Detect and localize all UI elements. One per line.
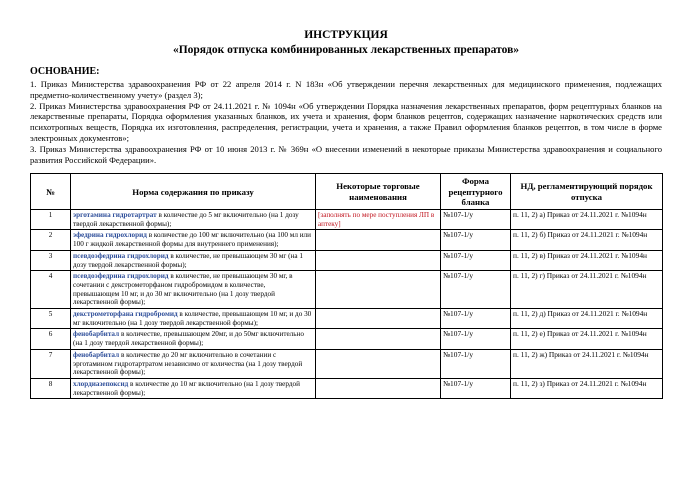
table-row [31,230,663,250]
drug-name: эрготамина гидротартрат [73,210,157,219]
trade-names-cell [316,271,441,309]
form-cell: №107-1/у [441,271,511,309]
norm-text: в количестве до 20 мг включительно в сочетании с эрготамином гидротартратом независимо от количества (на 1 дозу твердой лекарственной формы); [73,350,303,377]
row-number: 1 [31,209,71,229]
regulation-cell: п. 11, 2) з) Приказ от 24.11.2021 г. №1094н [511,378,663,398]
regulation-cell: п. 11, 2) г) Приказ от 24.11.2021 г. №1094н [511,271,663,309]
norm-cell [71,329,316,349]
trade-names-cell [316,230,441,250]
col-header-form: Форма рецептурного бланка [441,174,511,210]
basis-item: 2. Приказ Министерства здравоохранения РФ от 24.11.2021 г. № 1094н «Об утверждении Порядка назначения лекарственных препаратов, форм рецептурных бланков на лекарственные препараты, Порядка оформления указанных бланков, их учета и хранения, форм бланков рецептов, содержащих назначение наркотических средств или психотропных веществ, Порядка их изготовления, распределения, регистрации, учета и хранения, а также Правил оформления бланков рецептов, в том числе в форме электронных документов»; [30,100,662,143]
drug-name: декстрометорфана гидробромид [73,310,178,319]
trade-names-cell: [заполнять по мере поступления ЛП в аптеку] [316,209,441,229]
drug-name: псевдоэфедрина гидрохлорид [73,251,169,260]
table-row [31,309,663,329]
norm-cell [71,250,316,270]
document-subtitle: «Порядок отпуска комбинированных лекарственных препаратов» [172,44,520,56]
regulation-cell: п. 11, 2) в) Приказ от 24.11.2021 г. №1094н [511,250,663,270]
trade-names-cell [316,329,441,349]
trade-names-cell [316,349,441,378]
regulation-cell: п. 11, 2) д) Приказ от 24.11.2021 г. №1094н [511,309,663,329]
basis-item: 1. Приказ Министерства здравоохранения РФ от 22 апреля 2014 г. N 183н «Об утверждении перечня лекарственных для медицинского применения, подлежащих предметно-количественному учету» (раздел 3); [30,79,662,100]
drug-name: фенобарбитал [73,330,120,339]
norm-text: в количестве, превышающем 20мг, и до 50мг включительно (на 1 дозу твердой лекарственной формы); [73,330,304,348]
norm-cell [71,378,316,398]
drugs-table [30,173,663,399]
norm-cell [71,309,316,329]
drug-name: псевдоэфедрина гидрохлорид [73,272,169,281]
norm-text: в количестве до 5 мг включительно (на 1 дозу твердой лекарственной формы); [73,210,299,228]
row-number: 7 [31,349,71,378]
row-number: 4 [31,271,71,309]
norm-text: в количестве до 100 мг включительно (на 100 мл или 100 г жидкой лекарственной формы для внутреннего применения); [73,231,311,249]
regulation-cell: п. 11, 2) а) Приказ от 24.11.2021 г. №1094н [511,209,663,229]
regulation-cell: п. 11, 2) ж) Приказ от 24.11.2021 г. №1094н [511,349,663,378]
col-header-norm: Норма содержания по приказу [71,174,316,210]
trade-names-cell [316,250,441,270]
table-row [31,271,663,309]
norm-text: в количестве, превышающем 10 мг, и до 30 мг включительно (на 1 дозу твердой лекарственной формы); [73,310,312,327]
col-header-regulation: НД, регламентирующий порядок отпуска [511,174,663,210]
table-row [31,378,663,398]
form-cell: №107-1/у [441,309,511,329]
table-row [31,329,663,349]
drug-name: фенобарбитал [73,350,120,359]
col-header-number: № [31,174,71,210]
norm-text: в количестве до 10 мг включительно (на 1 дозу твердой лекарственной формы); [73,379,300,397]
norm-cell [71,271,316,309]
row-number: 3 [31,250,71,270]
document-title: ИНСТРУКЦИЯ [304,29,388,41]
norm-cell [71,209,316,229]
table-row [31,250,663,270]
table-row [31,349,663,378]
row-number: 2 [31,230,71,250]
col-header-trade-names: Некоторые торговые наименования [316,174,441,210]
norm-text: в количестве, не превышающем 30 мг, в сочетании с декстрометорфаном гидробромидом в количестве, превышающем 10 мг, и до 30 мг включительно (на 1 дозу твердой лекарственной формы); [73,272,293,307]
basis-item: 3. Приказ Министерства здравоохранения РФ от 10 июня 2013 г. № 369н «О внесении изменений в некоторые приказы Министерства здравоохранения и социального развития Российской Федерации». [30,143,662,165]
row-number: 8 [31,378,71,398]
norm-text: в количестве, не превышающем 30 мг (на 1 дозу твердой лекарственной формы); [73,251,303,269]
table-header-row [31,174,663,210]
form-cell: №107-1/у [441,329,511,349]
norm-cell [71,349,316,378]
basis-heading: ОСНОВАНИЕ: [30,66,100,77]
regulation-cell: п. 11, 2) е) Приказ от 24.11.2021 г. №1094н [511,329,663,349]
drug-name: хлордиазепоксид [73,379,129,388]
basis-section [30,66,662,165]
trade-names-cell [316,309,441,329]
norm-cell [71,230,316,250]
form-cell: №107-1/у [441,378,511,398]
form-cell: №107-1/у [441,209,511,229]
row-number: 5 [31,309,71,329]
regulation-cell: п. 11, 2) б) Приказ от 24.11.2021 г. №1094н [511,230,663,250]
table-row [31,209,663,229]
form-cell: №107-1/у [441,230,511,250]
drug-name: эфедрина гидрохлорид [73,231,147,240]
form-cell: №107-1/у [441,349,511,378]
trade-names-cell [316,378,441,398]
form-cell: №107-1/у [441,250,511,270]
row-number: 6 [31,329,71,349]
